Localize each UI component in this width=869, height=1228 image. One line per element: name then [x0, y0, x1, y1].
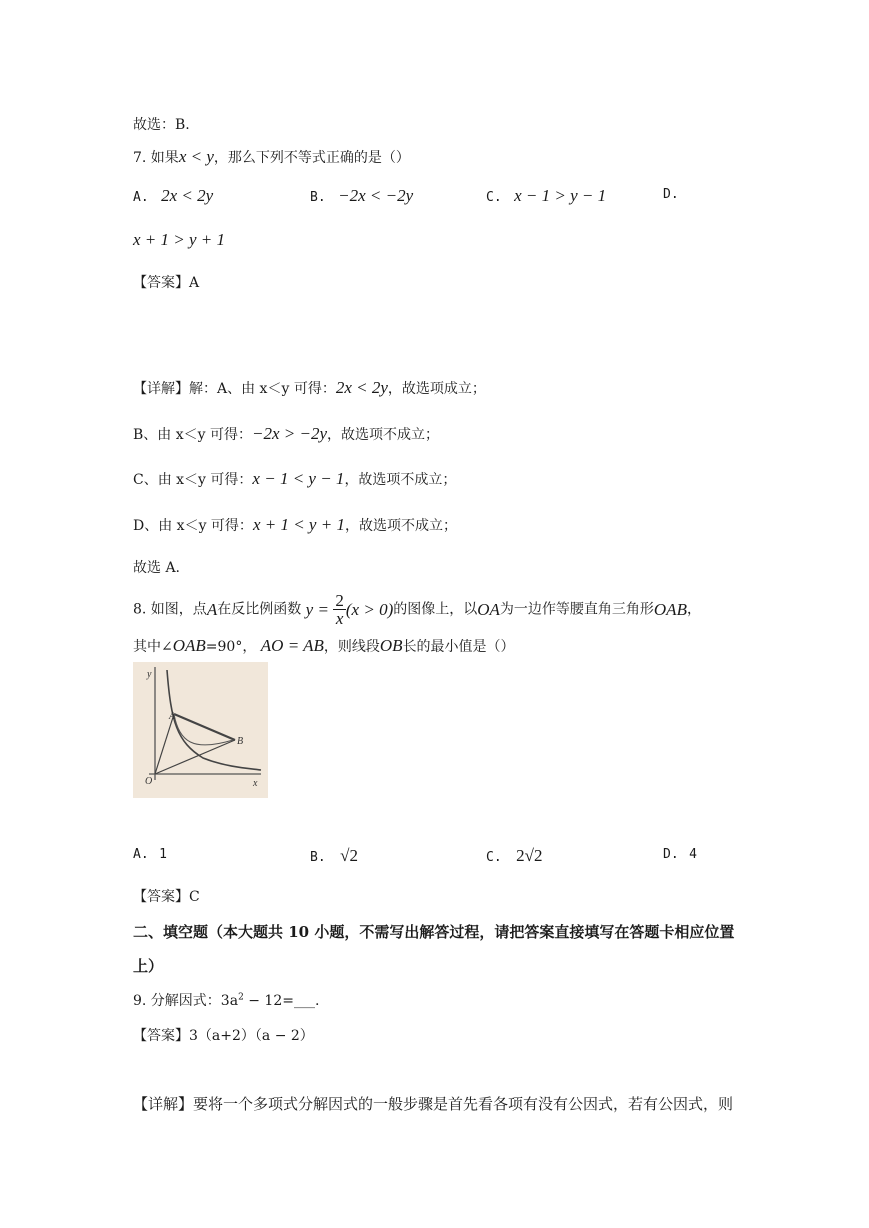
q8-func-fraction — [333, 592, 346, 627]
q7-option-d-expr — [133, 230, 225, 250]
option-expr: 2x < 2y — [161, 186, 214, 205]
q8-equation-ao-ab: AO = AB — [260, 636, 324, 655]
q8-text: 其中∠ — [133, 639, 173, 655]
detail-expr: 2x < 2y — [335, 378, 388, 397]
option-expr: −2x < −2y — [338, 186, 414, 205]
detail-prefix: B、由 x＜y 可得： — [133, 427, 252, 443]
fraction-denominator: x — [335, 609, 344, 628]
label-b: B — [237, 736, 244, 747]
option-label: A. — [133, 190, 149, 205]
q8-text: 为一边作等腰直角三角形 — [499, 601, 654, 618]
option-label: B. — [310, 190, 326, 205]
option-label: A. — [133, 847, 149, 862]
q7-option-d-label — [663, 186, 679, 202]
q8-text: ， — [686, 601, 701, 618]
q8-text: =90°， — [205, 639, 257, 655]
q8-func-lhs: y = — [305, 600, 329, 619]
q7-detail-c — [133, 469, 456, 489]
q7-detail-a — [133, 378, 486, 398]
q8-segment-oa: OA — [477, 600, 500, 619]
label-a: A — [169, 711, 176, 722]
q7-stem — [133, 147, 410, 167]
detail-suffix: ，故选项成立； — [387, 381, 486, 397]
q9-stem-after: − 12=___. — [243, 993, 320, 1009]
q8-segment-ob: OB — [379, 636, 403, 655]
section2-heading-line1: 二、填空题（本大题共 10 小题，不需写出解答过程，请把答案直接填写在答题卡相应位置 — [133, 923, 735, 941]
label-o: O — [145, 776, 153, 787]
detail-expr: x − 1 < y − 1 — [252, 469, 345, 488]
label-x: x — [253, 778, 258, 789]
segment-oa — [155, 714, 174, 774]
q8-figure — [133, 662, 268, 798]
q7-option-a — [133, 186, 213, 206]
q9-exponent: 2 — [238, 992, 244, 1003]
section2-heading-line2: 上） — [133, 957, 164, 975]
q9-stem — [133, 990, 319, 1010]
q8-option-a — [133, 846, 167, 862]
q7-stem-after: ，那么下列不等式正确的是（） — [213, 150, 410, 166]
q8-stem-line2 — [133, 636, 515, 656]
q8-stem-line1 — [133, 592, 701, 627]
q8-point-a: A — [206, 600, 218, 619]
q8-func-domain: (x > 0) — [345, 600, 394, 619]
option-label: D. — [663, 847, 679, 862]
option-label: D. — [663, 187, 679, 202]
q7-stem-before: 7. 如果 — [133, 150, 179, 166]
option-expr: x + 1 > y + 1 — [133, 230, 226, 249]
option-expr: 2√2 — [516, 846, 543, 865]
hyperbola-curve — [167, 670, 261, 770]
q8-answer: 【答案】C — [133, 889, 200, 905]
q8-angle-oab: OAB — [172, 636, 206, 655]
option-expr: 1 — [159, 847, 167, 862]
label-y: y — [147, 669, 152, 680]
detail-expr: −2x > −2y — [252, 424, 328, 443]
q6-conclusion: 故选：B. — [133, 117, 190, 133]
detail-suffix: ，故选项不成立； — [344, 518, 457, 534]
option-label: B. — [310, 850, 326, 865]
q8-option-c — [486, 846, 542, 866]
q7-option-c — [486, 186, 606, 206]
detail-suffix: ，故选项不成立； — [327, 427, 440, 443]
detail-prefix: D、由 x＜y 可得： — [133, 518, 253, 534]
q8-triangle-oab: OAB — [653, 600, 687, 619]
option-label: C. — [486, 850, 502, 865]
detail-suffix: ，故选项不成立； — [344, 472, 457, 488]
q8-text: ，则线段 — [323, 639, 380, 655]
q8-text: 8. 如图，点 — [133, 601, 207, 618]
segment-ob — [155, 740, 235, 774]
q7-conclusion: 故选 A. — [133, 560, 181, 576]
detail-expr: x + 1 < y + 1 — [252, 515, 345, 534]
detail-prefix: C、由 x＜y 可得： — [133, 472, 253, 488]
option-label: C. — [486, 190, 502, 205]
q7-stem-math: x < y — [178, 147, 214, 166]
option-expr: √2 — [340, 846, 358, 865]
q9-answer: 【答案】3（a+2）（a − 2） — [133, 1028, 314, 1044]
q7-answer: 【答案】A — [133, 275, 200, 291]
option-expr: x − 1 > y − 1 — [514, 186, 607, 205]
option-expr: 4 — [689, 847, 697, 862]
q7-detail-d — [133, 515, 457, 535]
q8-option-d — [663, 846, 697, 862]
fraction-numerator: 2 — [335, 591, 344, 610]
q8-figure-graph — [133, 662, 268, 798]
q8-text: 的图像上，以 — [393, 601, 478, 618]
q7-option-b — [310, 186, 413, 206]
q8-text: 长的最小值是（） — [402, 639, 515, 655]
q8-option-b — [310, 846, 358, 866]
q8-text: 在反比例函数 — [217, 601, 302, 618]
q9-detail: 【详解】要将一个多项式分解因式的一般步骤是首先看各项有没有公因式，若有公因式，则 — [133, 1095, 734, 1113]
q7-detail-b — [133, 424, 439, 444]
detail-prefix: 【详解】解：A、由 x＜y 可得： — [133, 381, 336, 397]
q9-stem-before: 9. 分解因式：3a — [133, 993, 239, 1009]
